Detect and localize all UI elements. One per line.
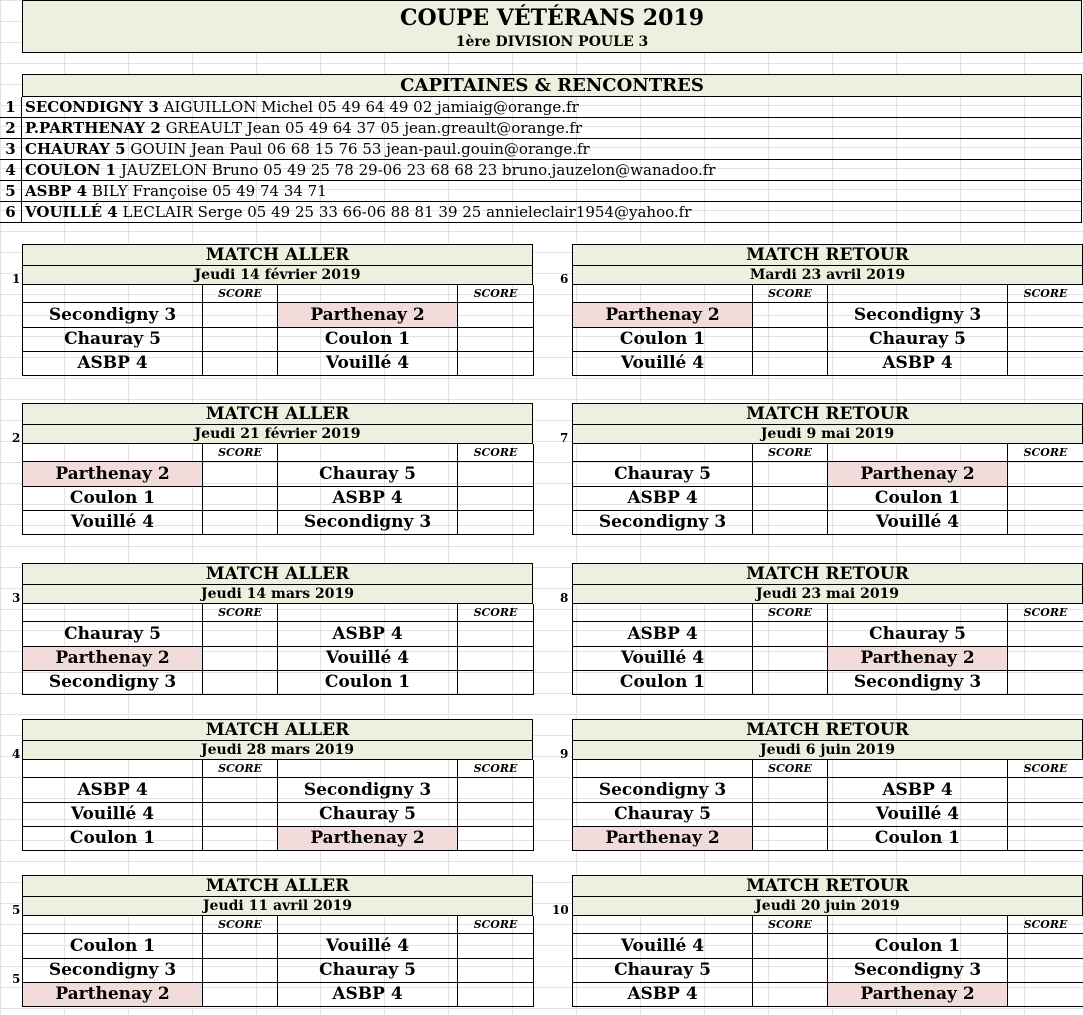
home-team[interactable]: Chauray 5 <box>573 462 753 487</box>
captain-info: LECLAIR Serge 05 49 25 33 66-06 88 81 39 25 annieleclair1954@yahoo.fr <box>122 203 692 221</box>
round-number: 7 <box>560 431 569 445</box>
page-subtitle: 1ère DIVISION POULE 3 <box>455 34 649 50</box>
title-box <box>22 0 1082 53</box>
match-grid <box>572 604 1083 695</box>
match-date: Jeudi 14 mars 2019 <box>22 585 533 604</box>
away-team[interactable]: Secondigny 3 <box>828 959 1008 983</box>
match-date: Mardi 23 avril 2019 <box>572 266 1083 285</box>
away-team[interactable]: Vouillé 4 <box>828 511 1008 535</box>
away-score-cell[interactable] <box>458 827 534 851</box>
score-label: SCORE <box>458 285 534 303</box>
home-team[interactable]: ASBP 4 <box>23 778 203 803</box>
away-score-cell[interactable] <box>458 934 534 959</box>
match-grid <box>22 444 533 535</box>
match-grid <box>572 444 1083 535</box>
match-retour-block <box>572 563 1083 695</box>
home-score-cell[interactable] <box>203 622 278 647</box>
away-team[interactable]: Parthenay 2 <box>828 983 1008 1007</box>
home-score-cell[interactable] <box>753 934 828 959</box>
match-grid <box>22 604 533 695</box>
away-score-cell[interactable] <box>458 803 534 827</box>
score-label: SCORE <box>1008 285 1083 303</box>
home-score-cell[interactable] <box>753 827 828 851</box>
captain-cell[interactable] <box>22 181 1082 201</box>
away-score-cell[interactable] <box>1008 352 1083 376</box>
away-team[interactable]: Secondigny 3 <box>828 671 1008 695</box>
home-team[interactable]: Parthenay 2 <box>573 303 753 328</box>
away-score-cell[interactable] <box>1008 622 1083 647</box>
score-label: SCORE <box>203 444 278 462</box>
empty-cell[interactable] <box>828 604 1008 622</box>
match-title: MATCH ALLER <box>22 244 533 266</box>
home-team[interactable]: Parthenay 2 <box>23 983 203 1007</box>
score-label: SCORE <box>458 916 534 934</box>
home-score-cell[interactable] <box>203 671 278 695</box>
away-team[interactable]: Vouillé 4 <box>278 647 458 671</box>
captain-cell[interactable] <box>22 139 1082 159</box>
round-number: 3 <box>12 591 21 605</box>
score-label: SCORE <box>203 285 278 303</box>
match-title: MATCH RETOUR <box>572 403 1083 425</box>
away-score-cell[interactable] <box>1008 983 1083 1007</box>
home-score-cell[interactable] <box>203 934 278 959</box>
score-label: SCORE <box>1008 444 1083 462</box>
home-score-cell[interactable] <box>753 328 828 352</box>
home-score-cell[interactable] <box>203 328 278 352</box>
score-label: SCORE <box>203 916 278 934</box>
empty-cell[interactable] <box>278 916 458 934</box>
home-score-cell[interactable] <box>753 462 828 487</box>
match-title: MATCH RETOUR <box>572 875 1083 897</box>
home-score-cell[interactable] <box>203 827 278 851</box>
away-team[interactable]: Secondigny 3 <box>278 778 458 803</box>
captains-header: CAPITAINES & RENCONTRES <box>22 74 1082 97</box>
captain-cell[interactable] <box>22 160 1082 180</box>
match-grid <box>22 916 533 1007</box>
round-number: 6 <box>560 272 569 286</box>
captain-info: JAUZELON Bruno 05 49 25 78 29-06 23 68 68 23 bruno.jauzelon@wanadoo.fr <box>120 161 716 179</box>
away-score-cell[interactable] <box>458 303 534 328</box>
captain-row <box>0 202 1082 223</box>
away-score-cell[interactable] <box>1008 778 1083 803</box>
away-team[interactable]: Chauray 5 <box>278 462 458 487</box>
away-team[interactable]: Parthenay 2 <box>278 827 458 851</box>
away-team[interactable]: Chauray 5 <box>278 959 458 983</box>
home-score-cell[interactable] <box>203 487 278 511</box>
match-aller-block <box>22 719 533 851</box>
empty-cell[interactable] <box>573 760 753 778</box>
captain-number: 4 <box>0 160 22 180</box>
home-score-cell[interactable] <box>753 487 828 511</box>
empty-cell[interactable] <box>828 285 1008 303</box>
score-label: SCORE <box>203 760 278 778</box>
away-team[interactable]: Coulon 1 <box>828 934 1008 959</box>
home-team[interactable]: Vouillé 4 <box>573 934 753 959</box>
round-number: 5 <box>12 903 21 917</box>
away-team[interactable]: Parthenay 2 <box>828 647 1008 671</box>
away-score-cell[interactable] <box>458 647 534 671</box>
away-team[interactable]: Coulon 1 <box>278 328 458 352</box>
home-team[interactable]: Vouillé 4 <box>573 647 753 671</box>
home-team[interactable]: Vouillé 4 <box>573 352 753 376</box>
away-score-cell[interactable] <box>458 983 534 1007</box>
away-team[interactable]: Parthenay 2 <box>278 303 458 328</box>
match-aller-block <box>22 403 533 535</box>
captains-list <box>0 97 1082 223</box>
round-number: 2 <box>12 431 21 445</box>
home-team[interactable]: Coulon 1 <box>23 487 203 511</box>
captain-row <box>0 139 1082 160</box>
away-team[interactable]: Vouillé 4 <box>828 803 1008 827</box>
home-score-cell[interactable] <box>753 352 828 376</box>
away-score-cell[interactable] <box>458 328 534 352</box>
captain-number: 1 <box>0 97 22 117</box>
away-score-cell[interactable] <box>1008 328 1083 352</box>
match-title: MATCH RETOUR <box>572 244 1083 266</box>
match-date: Jeudi 23 mai 2019 <box>572 585 1083 604</box>
match-date: Jeudi 11 avril 2019 <box>22 897 533 916</box>
match-date: Jeudi 9 mai 2019 <box>572 425 1083 444</box>
captain-team: COULON 1 <box>25 161 117 179</box>
empty-cell[interactable] <box>278 285 458 303</box>
score-label: SCORE <box>753 285 828 303</box>
score-label: SCORE <box>458 760 534 778</box>
captain-number: 6 <box>0 202 22 222</box>
match-title: MATCH ALLER <box>22 563 533 585</box>
captain-cell[interactable] <box>22 118 1082 138</box>
match-date: Jeudi 14 février 2019 <box>22 266 533 285</box>
home-score-cell[interactable] <box>203 983 278 1007</box>
empty-cell[interactable] <box>23 444 203 462</box>
score-label: SCORE <box>203 604 278 622</box>
match-title: MATCH ALLER <box>22 875 533 897</box>
match-retour-block <box>572 244 1083 376</box>
away-team[interactable]: Chauray 5 <box>278 803 458 827</box>
empty-cell[interactable] <box>278 760 458 778</box>
score-label: SCORE <box>1008 604 1083 622</box>
score-label: SCORE <box>1008 916 1083 934</box>
captain-info: BILY Françoise 05 49 74 34 71 <box>91 182 327 200</box>
away-score-cell[interactable] <box>458 671 534 695</box>
away-team[interactable]: ASBP 4 <box>278 622 458 647</box>
away-score-cell[interactable] <box>458 462 534 487</box>
score-label: SCORE <box>458 444 534 462</box>
home-score-cell[interactable] <box>753 622 828 647</box>
match-date: Jeudi 20 juin 2019 <box>572 897 1083 916</box>
home-team[interactable]: Chauray 5 <box>23 622 203 647</box>
round-number: 8 <box>560 591 569 605</box>
captain-info: AIGUILLON Michel 05 49 64 49 02 jamiaig@orange.fr <box>163 98 579 116</box>
away-team[interactable]: ASBP 4 <box>278 487 458 511</box>
home-team[interactable]: Coulon 1 <box>573 671 753 695</box>
home-score-cell[interactable] <box>203 511 278 535</box>
empty-cell[interactable] <box>828 760 1008 778</box>
empty-cell[interactable] <box>278 444 458 462</box>
home-team[interactable]: ASBP 4 <box>23 352 203 376</box>
away-score-cell[interactable] <box>458 352 534 376</box>
home-team[interactable]: ASBP 4 <box>573 983 753 1007</box>
home-team[interactable]: Secondigny 3 <box>23 959 203 983</box>
captain-row <box>0 181 1082 202</box>
home-score-cell[interactable] <box>753 647 828 671</box>
captain-team: VOUILLÉ 4 <box>25 203 118 221</box>
match-title: MATCH RETOUR <box>572 563 1083 585</box>
score-label: SCORE <box>458 604 534 622</box>
home-score-cell[interactable] <box>753 778 828 803</box>
home-score-cell[interactable] <box>203 778 278 803</box>
empty-cell[interactable] <box>23 604 203 622</box>
away-score-cell[interactable] <box>1008 959 1083 983</box>
away-score-cell[interactable] <box>458 511 534 535</box>
away-score-cell[interactable] <box>1008 487 1083 511</box>
away-team[interactable]: ASBP 4 <box>828 778 1008 803</box>
match-aller-block <box>22 875 533 1007</box>
away-team[interactable]: ASBP 4 <box>278 983 458 1007</box>
round-number: 1 <box>12 272 21 286</box>
empty-cell[interactable] <box>23 285 203 303</box>
match-grid <box>572 760 1083 851</box>
home-team[interactable]: Secondigny 3 <box>23 671 203 695</box>
home-team[interactable]: Secondigny 3 <box>23 303 203 328</box>
captain-team: P.PARTHENAY 2 <box>25 119 161 137</box>
home-team[interactable]: Vouillé 4 <box>23 511 203 535</box>
score-label: SCORE <box>753 916 828 934</box>
home-team[interactable]: Parthenay 2 <box>573 827 753 851</box>
away-team[interactable]: Parthenay 2 <box>828 462 1008 487</box>
score-label: SCORE <box>1008 760 1083 778</box>
match-retour-block <box>572 719 1083 851</box>
home-team[interactable]: Chauray 5 <box>573 959 753 983</box>
home-team[interactable]: Coulon 1 <box>23 934 203 959</box>
score-label: SCORE <box>753 760 828 778</box>
match-title: MATCH ALLER <box>22 403 533 425</box>
captain-team: ASBP 4 <box>25 182 88 200</box>
match-grid <box>572 916 1083 1007</box>
home-team[interactable]: Secondigny 3 <box>573 778 753 803</box>
home-score-cell[interactable] <box>753 959 828 983</box>
away-team[interactable]: Vouillé 4 <box>278 352 458 376</box>
empty-cell[interactable] <box>573 444 753 462</box>
home-team[interactable]: ASBP 4 <box>573 487 753 511</box>
away-score-cell[interactable] <box>1008 671 1083 695</box>
away-score-cell[interactable] <box>458 487 534 511</box>
match-date: Jeudi 28 mars 2019 <box>22 741 533 760</box>
home-team[interactable]: Coulon 1 <box>23 827 203 851</box>
away-score-cell[interactable] <box>1008 511 1083 535</box>
round-number: 4 <box>12 747 21 761</box>
home-team[interactable]: Chauray 5 <box>23 328 203 352</box>
away-score-cell[interactable] <box>1008 803 1083 827</box>
away-score-cell[interactable] <box>1008 647 1083 671</box>
home-score-cell[interactable] <box>753 511 828 535</box>
captain-info: GREAULT Jean 05 49 64 37 05 jean.greault@orange.fr <box>165 119 583 137</box>
score-label: SCORE <box>753 604 828 622</box>
match-retour-block <box>572 875 1083 1007</box>
away-score-cell[interactable] <box>458 778 534 803</box>
captain-row <box>0 97 1082 118</box>
away-team[interactable]: Secondigny 3 <box>278 511 458 535</box>
away-team[interactable]: Vouillé 4 <box>278 934 458 959</box>
home-team[interactable]: Coulon 1 <box>573 328 753 352</box>
away-score-cell[interactable] <box>1008 827 1083 851</box>
match-aller-block <box>22 563 533 695</box>
away-score-cell[interactable] <box>1008 303 1083 328</box>
empty-cell[interactable] <box>573 285 753 303</box>
match-retour-block <box>572 403 1083 535</box>
match-grid <box>22 760 533 851</box>
away-team[interactable]: Chauray 5 <box>828 328 1008 352</box>
captain-cell[interactable] <box>22 97 1082 117</box>
captain-team: CHAURAY 5 <box>25 140 126 158</box>
home-score-cell[interactable] <box>203 803 278 827</box>
captain-cell[interactable] <box>22 202 1082 222</box>
match-grid <box>22 285 533 376</box>
home-score-cell[interactable] <box>203 959 278 983</box>
captain-number: 5 <box>0 181 22 201</box>
away-team[interactable]: Coulon 1 <box>828 487 1008 511</box>
match-title: MATCH RETOUR <box>572 719 1083 741</box>
round-number: 9 <box>560 747 569 761</box>
empty-cell[interactable] <box>573 604 753 622</box>
empty-cell[interactable] <box>23 916 203 934</box>
away-team[interactable]: Secondigny 3 <box>828 303 1008 328</box>
away-team[interactable]: Coulon 1 <box>278 671 458 695</box>
empty-cell[interactable] <box>278 604 458 622</box>
home-team[interactable]: Parthenay 2 <box>23 647 203 671</box>
home-score-cell[interactable] <box>753 303 828 328</box>
home-score-cell[interactable] <box>753 803 828 827</box>
round-number: 10 <box>552 903 569 917</box>
match-date: Jeudi 21 février 2019 <box>22 425 533 444</box>
captain-info: GOUIN Jean Paul 06 68 15 76 53 jean-paul.gouin@orange.fr <box>130 140 590 158</box>
empty-cell[interactable] <box>828 916 1008 934</box>
match-title: MATCH ALLER <box>22 719 533 741</box>
away-team[interactable]: Coulon 1 <box>828 827 1008 851</box>
captain-team: SECONDIGNY 3 <box>25 98 159 116</box>
home-team[interactable]: ASBP 4 <box>573 622 753 647</box>
captain-number: 3 <box>0 139 22 159</box>
away-score-cell[interactable] <box>1008 934 1083 959</box>
home-score-cell[interactable] <box>203 647 278 671</box>
captain-row <box>0 118 1082 139</box>
away-score-cell[interactable] <box>458 622 534 647</box>
home-score-cell[interactable] <box>203 303 278 328</box>
empty-cell[interactable] <box>828 444 1008 462</box>
home-team[interactable]: Chauray 5 <box>573 803 753 827</box>
home-score-cell[interactable] <box>753 983 828 1007</box>
round-number: 5 <box>12 972 21 986</box>
match-aller-block <box>22 244 533 376</box>
away-team[interactable]: Chauray 5 <box>828 622 1008 647</box>
empty-cell[interactable] <box>23 760 203 778</box>
captain-number: 2 <box>0 118 22 138</box>
away-team[interactable]: ASBP 4 <box>828 352 1008 376</box>
empty-cell[interactable] <box>573 916 753 934</box>
match-date: Jeudi 6 juin 2019 <box>572 741 1083 760</box>
home-team[interactable]: Secondigny 3 <box>573 511 753 535</box>
match-grid <box>572 285 1083 376</box>
home-score-cell[interactable] <box>753 671 828 695</box>
away-score-cell[interactable] <box>458 959 534 983</box>
home-score-cell[interactable] <box>203 462 278 487</box>
home-score-cell[interactable] <box>203 352 278 376</box>
home-team[interactable]: Vouillé 4 <box>23 803 203 827</box>
away-score-cell[interactable] <box>1008 462 1083 487</box>
home-team[interactable]: Parthenay 2 <box>23 462 203 487</box>
score-label: SCORE <box>753 444 828 462</box>
captain-row <box>0 160 1082 181</box>
page-title: COUPE VÉTÉRANS 2019 <box>399 5 705 31</box>
